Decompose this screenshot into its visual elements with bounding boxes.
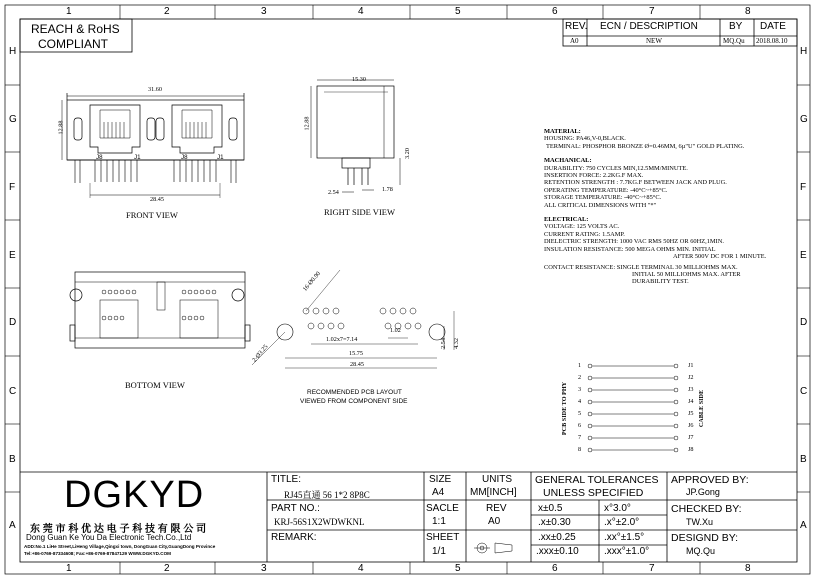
tolerance-title2: UNLESS SPECIFIED — [543, 487, 644, 499]
electrical-title: ELECTRICAL: — [544, 216, 589, 224]
port-label: J1 — [134, 154, 141, 161]
pcb-dim-1575: 15.75 — [349, 350, 363, 357]
schematic-right-label: J1 — [688, 362, 694, 369]
rev-header: REV. — [565, 21, 588, 32]
schematic-left-num: 2 — [578, 374, 582, 381]
pcb-title-line1: RECOMMENDED PCB LAYOUT — [307, 389, 402, 396]
right-view-title: RIGHT SIDE VIEW — [324, 207, 395, 217]
compliance-line2: COMPLIANT — [38, 37, 109, 51]
company-address: ADD:No.1 LiHe Street,LiHeng Village,Qingxi town, DongGuan City,GuangDong Province — [24, 544, 216, 549]
company-contact: Tel:+86-0769-87334608; Fax:+86-0769-87847129 WWW.DGKYD.COM — [24, 551, 171, 556]
projection-symbol — [474, 543, 512, 553]
date-header: DATE — [760, 21, 786, 32]
size-value: A4 — [432, 487, 445, 498]
contact-line: INITIAL 50 MILLIOHMS MAX. AFTER — [632, 270, 741, 278]
row-label: E — [9, 250, 16, 261]
mechanical-line: OPERATING TEMPERATURE: -40°C~+85°C. — [544, 186, 668, 194]
sheet-value: 1/1 — [432, 546, 446, 557]
tolerance-angular: .x°±2.0° — [604, 517, 640, 528]
front-dim-pins: 28.45 — [150, 196, 164, 203]
col-label: 8 — [745, 563, 751, 574]
remark-label: REMARK: — [271, 532, 317, 543]
schematic-right-label: J2 — [688, 374, 694, 381]
schematic-left-side-label: PCB SIDE TO PHY — [561, 381, 569, 436]
row-label: E — [800, 250, 807, 261]
ecn-header: ECN / DESCRIPTION — [600, 21, 698, 32]
pcb-dim-102: 1.02 — [390, 327, 401, 334]
tolerance-angular: .xx°±1.5° — [604, 532, 645, 543]
material-line: TERMINAL: PHOSPHOR BRONZE Ø=0.46MM, 6µ"U" GOLD PLATING. — [546, 142, 745, 150]
title-label: TITLE: — [271, 474, 302, 485]
contact-line: DURABILITY TEST. — [632, 278, 689, 286]
front-view-title: FRONT VIEW — [126, 210, 178, 220]
right-dim-pin-a: 2.54 — [328, 189, 339, 196]
tolerance-linear: .x±0.30 — [538, 517, 571, 528]
pcb-dim-2845: 28.45 — [350, 361, 364, 368]
specs-block — [544, 128, 766, 286]
right-dim-depth: 15.30 — [352, 76, 366, 83]
col-label: 3 — [261, 563, 267, 574]
company-logo: DGKYD — [64, 474, 205, 516]
col-label: 5 — [455, 563, 461, 574]
schematic-left-num: 6 — [578, 422, 582, 429]
schematic-right-label: J8 — [688, 446, 694, 453]
pcb-dim-hole-b: 2-Ø3.25 — [250, 343, 270, 364]
row-label: G — [800, 114, 808, 125]
mechanical-line: STORAGE TEMPERATURE: -40°C~+85°C. — [544, 194, 662, 202]
col-label: 1 — [66, 563, 72, 574]
right-side-view-drawing — [311, 80, 400, 192]
part-label: PART NO.: — [271, 503, 320, 514]
compliance-line1: REACH & RoHS — [31, 22, 120, 36]
row-label: D — [9, 317, 17, 328]
col-label: 8 — [745, 6, 751, 17]
rev-block-value: A0 — [488, 516, 501, 527]
designed-value: MQ.Qu — [686, 546, 716, 556]
rev-label: REV — [486, 503, 507, 514]
checked-label: CHECKED BY: — [671, 503, 742, 515]
row-label: G — [9, 114, 17, 125]
col-label: 7 — [649, 6, 655, 17]
scale-label: SACLE — [426, 503, 459, 514]
pcb-dim-pitch: 1.02x7=7.14 — [326, 336, 358, 343]
rev-value: A0 — [570, 37, 579, 45]
port-label: J1 — [217, 154, 224, 161]
bottom-view-drawing — [70, 272, 250, 348]
tolerance-angular: .xxx°±1.0° — [604, 546, 650, 557]
schematic-left-num: 1 — [578, 362, 582, 369]
pcb-title-line2: VIEWED FROM COMPONENT SIDE — [300, 398, 408, 405]
electrical-line: DIELECTRIC STRENGTH: 1000 VAC RMS 50HZ OR 60HZ,1MIN. — [544, 238, 724, 246]
tolerance-angular: x°3.0° — [604, 503, 631, 514]
company-en: Dong Guan Ke You Da Electronic Tech.Co.,Ltd — [26, 533, 192, 542]
tolerance-linear: .xxx±0.10 — [536, 546, 579, 557]
sheet-label: SHEET — [426, 532, 460, 543]
designed-label: DESIGND BY: — [671, 532, 739, 544]
mechanical-line: INSERTION FORCE: 2.2KG.F MAX. — [544, 172, 644, 180]
approved-label: APPROVED BY: — [671, 474, 749, 486]
approved-value: JP.Gong — [686, 487, 720, 497]
col-label: 7 — [649, 563, 655, 574]
date-value: 2018.08.10 — [756, 37, 788, 45]
right-dim-height: 12.88 — [303, 116, 311, 131]
schematic-left-num: 8 — [578, 446, 582, 453]
schematic-right-side-label: CABLE SIDE — [698, 389, 706, 428]
tolerance-title1: GENERAL TOLERANCES — [535, 474, 659, 486]
row-label: F — [800, 182, 807, 193]
row-label: H — [9, 46, 17, 57]
company-cn: 东 莞 市 科 优 达 电 子 科 技 有 限 公 司 — [30, 524, 207, 535]
tolerance-linear: x±0.5 — [538, 503, 563, 514]
title-value: RJ45直通 56 1*2 8P8C — [284, 490, 370, 500]
mechanical-title: MACHANICAL: — [544, 157, 592, 165]
col-label: 4 — [358, 563, 364, 574]
checked-value: TW.Xu — [686, 517, 714, 527]
units-label: UNITS — [482, 474, 512, 485]
mechanical-line: ALL CRITICAL DIMENSIONS WITH "*" — [544, 201, 657, 209]
col-label: 2 — [164, 563, 170, 574]
by-value: MQ.Qu — [723, 37, 745, 45]
tolerance-linear: .xx±0.25 — [538, 532, 576, 543]
electrical-line: VOLTAGE: 125 VOLTS AC. — [544, 223, 620, 231]
ecn-value: NEW — [646, 37, 662, 45]
size-label: SIZE — [429, 474, 452, 485]
col-label: 5 — [455, 6, 461, 17]
col-label: 6 — [552, 6, 558, 17]
row-label: C — [9, 386, 17, 397]
contact-line: CONTACT RESISTANCE: SINGLE TERMINAL 30 MILLIOHMS MAX. — [544, 263, 738, 271]
right-dim-pin-b: 1.78 — [382, 186, 393, 193]
schematic-right-label: J4 — [688, 398, 694, 405]
row-label: F — [9, 182, 16, 193]
schematic-right-label: J6 — [688, 422, 694, 429]
material-title: MATERIAL: — [544, 128, 581, 135]
schematic-left-num: 3 — [578, 386, 582, 393]
port-label: J8 — [96, 154, 103, 161]
mechanical-line: RETENTION STRENGTH : 7.7KG.F BETWEEN JACK AND PLUG. — [544, 179, 727, 187]
schematic-left-num: 5 — [578, 410, 582, 417]
electrical-line: INSULATION RESISTANCE: 500 MEGA OHMS MIN. INITIAL — [544, 245, 716, 253]
schematic-left-num: 7 — [578, 434, 582, 441]
row-label: H — [800, 46, 808, 57]
pcb-dim-432: 4.32 — [452, 338, 460, 349]
material-line: HOUSING: PA46,V-0,BLACK. — [544, 135, 626, 143]
row-label: A — [800, 520, 807, 531]
bottom-view-title: BOTTOM VIEW — [125, 380, 185, 390]
row-label: B — [9, 454, 16, 465]
col-label: 6 — [552, 563, 558, 574]
schematic-right-label: J7 — [688, 434, 694, 441]
by-header: BY — [729, 21, 743, 32]
front-view-drawing — [62, 93, 244, 198]
row-label: D — [800, 317, 808, 328]
schematic-right-label: J5 — [688, 410, 694, 417]
mechanical-line: DURABILITY: 750 CYCLES MIN,12.5MM/MINUTE. — [544, 164, 688, 172]
part-value: KRJ-56S1X2WDWKNL — [274, 517, 365, 527]
pcb-dim-hole-a: 16-Ø0.90 — [301, 270, 323, 293]
scale-value: 1:1 — [432, 516, 446, 527]
electrical-line: CURRENT RATING: 1.5AMP. — [544, 230, 625, 238]
row-label: C — [800, 386, 808, 397]
row-label: B — [800, 454, 807, 465]
schematic-drawing — [590, 366, 676, 450]
schematic-left-num: 4 — [578, 398, 582, 405]
schematic-right-label: J3 — [688, 386, 694, 393]
port-label: J8 — [181, 154, 188, 161]
col-label: 4 — [358, 6, 364, 17]
front-dim-height: 12.88 — [57, 120, 65, 135]
pcb-dim-254: 2.54 — [439, 338, 447, 349]
col-label: 1 — [66, 6, 72, 17]
front-dim-width: 31.60 — [148, 86, 162, 93]
col-label: 3 — [261, 6, 267, 17]
right-dim-pin-len: 3.20 — [403, 148, 411, 159]
units-value: MM[INCH] — [470, 487, 517, 498]
electrical-line: AFTER 500V DC FOR 1 MINUTE. — [673, 253, 767, 261]
col-label: 2 — [164, 6, 170, 17]
row-label: A — [9, 520, 16, 531]
